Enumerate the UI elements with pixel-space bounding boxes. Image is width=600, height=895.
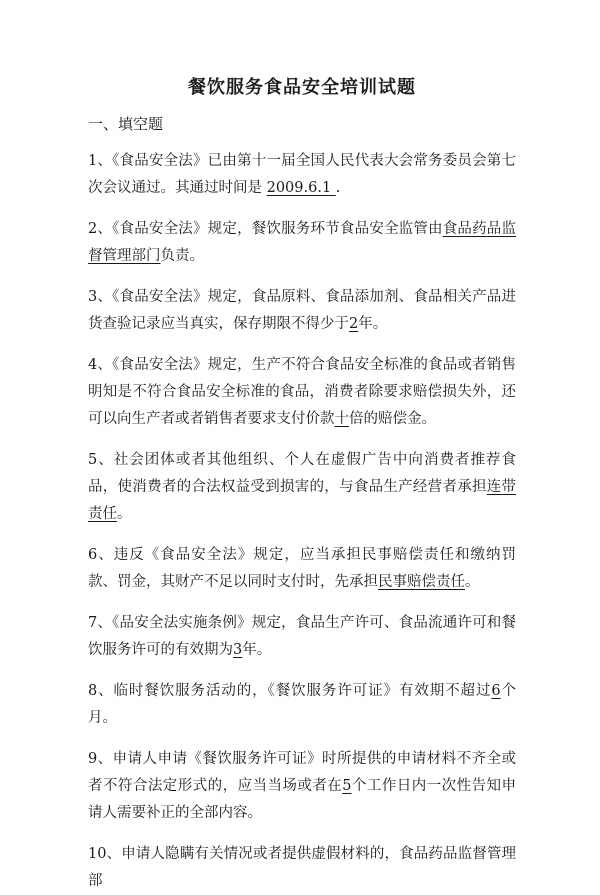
question-text: 1、《食品安全法》已由第十一届全国人民代表大会常务委员会第七次会议通过。其通过时间是 [88,153,516,196]
answer-blank: 食品药品监督管理部门 [88,221,516,264]
answer-blank: 6 [491,683,501,699]
answer-blank: 连带责任 [88,479,517,522]
question-3 [88,284,516,338]
question-text-end: 。 [117,506,132,522]
question-7 [88,610,516,664]
question-text: 6、违反《食品安全法》规定，应当承担民事赔偿责任和缴纳罚款、罚金，其财产不足以同时支付时，先承担 [88,547,516,590]
question-text-end: 个月。 [88,683,516,726]
question-10 [88,841,516,895]
section-heading: 一、填空题 [88,115,164,133]
answer-blank: 民事赔偿责任 [378,574,465,590]
question-8 [88,678,516,732]
question-text-end: . [335,180,341,196]
question-text: 3、《食品安全法》规定，食品原料、食品添加剂、食品相关产品进货查验记录应当真实，保存期限不得少于 [88,289,516,332]
question-text-end: 倍的赔偿金。 [349,411,436,427]
question-9 [88,746,516,827]
answer-blank: 2009.6.1 [266,180,336,196]
question-text-end: 负责。 [160,248,204,264]
question-text: 7、《品安全法实施条例》规定，食品生产许可、食品流通许可和餐饮服务许可的有效期为 [88,615,516,658]
question-text: 5、社会团体或者其他组织、个人在虚假广告中向消费者推荐食品，使消费者的合法权益受到损害的，与食品生产经营者承担 [88,452,516,495]
question-4 [88,352,516,433]
question-text-end: 个工作日内一次性告知申请人需要补正的全部内容。 [88,778,516,821]
question-1 [88,148,516,202]
answer-blank: 十 [334,411,349,427]
question-text: 10、申请人隐瞒有关情况或者提供虚假材料的，食品药品监督管理部 [88,846,516,889]
answer-blank: 3 [233,642,243,658]
question-text-end: 。 [465,574,480,590]
question-5 [88,447,516,528]
answer-blank: 2 [349,316,359,332]
question-text-end: 年。 [242,642,272,658]
question-6 [88,542,516,596]
question-text: 2、《食品安全法》规定，餐饮服务环节食品安全监管由 [88,221,443,237]
answer-blank: 5 [342,778,352,794]
question-text: 8、临时餐饮服务活动的，《餐饮服务许可证》有效期不超过 [88,683,492,699]
question-text-end: 年。 [358,316,388,332]
question-2 [88,216,516,270]
page-title: 餐饮服务食品安全培训试题 [188,77,416,98]
question-text: 4、《食品安全法》规定，生产不符合食品安全标准的食品或者销售明知是不符合食品安全标准的食品，消费者除要求赔偿损失外，还可以向生产者或者销售者要求支付价款 [88,357,516,427]
question-text: 9、申请人申请《餐饮服务许可证》时所提供的申请材料不齐全或者不符合法定形式的，应当当场或者在 [88,751,516,794]
